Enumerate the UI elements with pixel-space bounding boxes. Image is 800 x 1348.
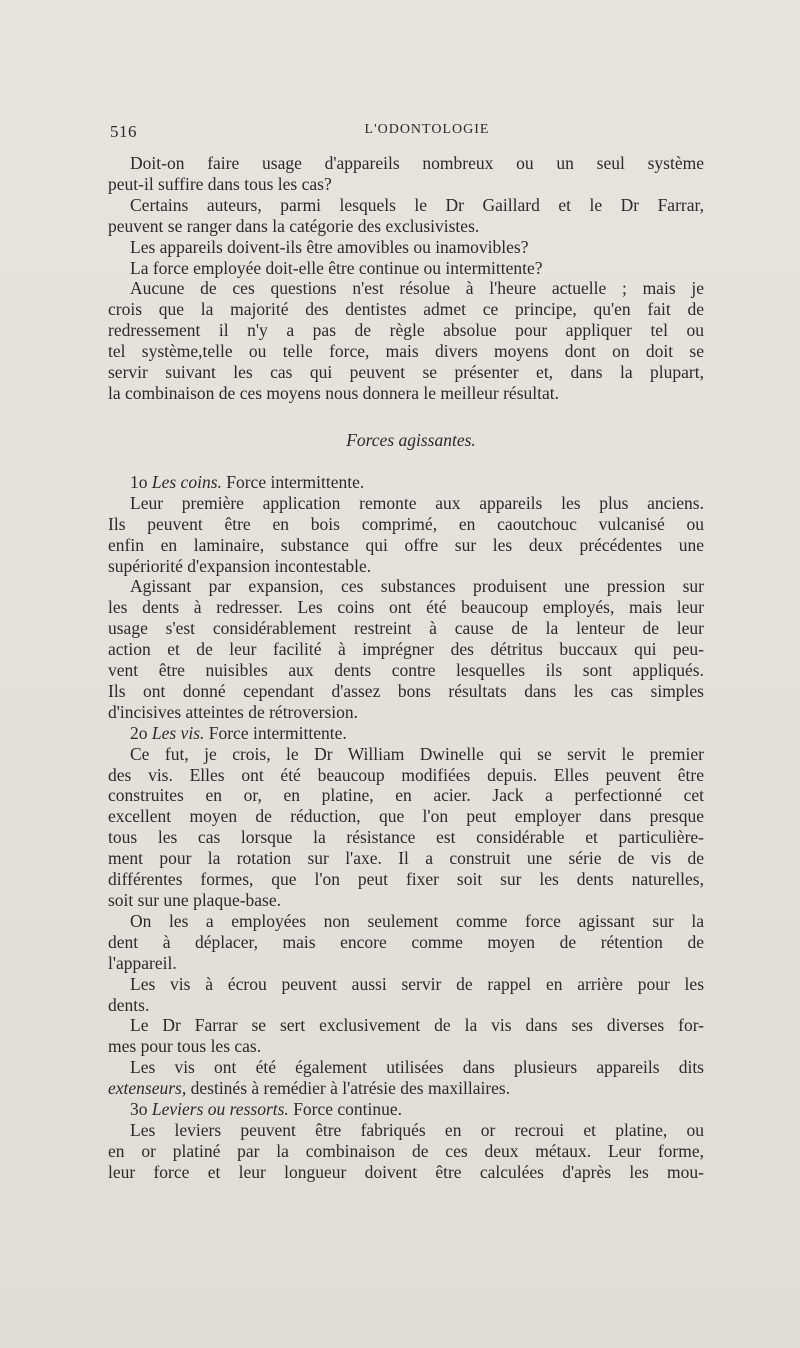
text-line: servir suivant les cas qui peuvent se présenter et, dans la plupart, — [108, 362, 704, 383]
text-line — [108, 1078, 704, 1099]
text-line: la combinaison de ces moyens nous donnera le meilleur résultat. — [108, 382, 559, 403]
text-line: ment pour la rotation sur l'axe. Il a construit une série de vis de — [108, 848, 704, 869]
text-line: l'appareil. — [108, 952, 177, 973]
text-line: mes pour tous les cas. — [108, 1036, 262, 1057]
subsection-line — [108, 472, 704, 493]
text-line: d'incisives atteintes de rétroversion. — [108, 701, 359, 722]
text-line: Les vis à écrou peuvent aussi servir de rappel en arrière pour les — [130, 973, 704, 994]
section-heading: Forces agissantes. — [346, 429, 476, 450]
text-line: dent à déplacer, mais encore comme moyen de rétention de — [108, 931, 704, 952]
text-line: Les leviers peuvent être fabriqués en or recroui et platine, ou — [130, 1119, 704, 1140]
subsection-number: 2o — [130, 722, 148, 743]
text-line: On les a employées non seulement comme force agissant sur la — [130, 910, 704, 931]
subsection-title: Leviers ou ressorts. — [151, 1099, 289, 1120]
subsection-line — [108, 723, 704, 744]
text-line: les dents à redresser. Les coins ont été beaucoup employés, mais leur — [108, 597, 704, 618]
text-line: Ils ont donné cependant d'assez bons résultats dans les cas simples — [108, 680, 704, 701]
text-line: dents. — [108, 994, 150, 1015]
text-line: différentes formes, que l'on peut fixer soit sur les dents naturelles, — [108, 869, 704, 890]
text-span: destinés à remédier à l'atrésie des maxillaires. — [190, 1078, 511, 1099]
text-line: des vis. Elles ont été beaucoup modifiées depuis. Elles peuvent être — [108, 764, 704, 785]
text-line: Ce fut, je crois, le Dr William Dwinelle qui se servit le premier — [130, 743, 704, 764]
running-title: L'ODONTOLOGIE — [364, 122, 490, 137]
subsection-title: Les vis. — [151, 722, 205, 743]
text-line: tel système,telle ou telle force, mais divers moyens dont on doit se — [108, 341, 704, 362]
text-line: construites en or, en platine, en acier. Jack a perfectionné cet — [108, 785, 704, 806]
subsection-description: Force intermittente. — [226, 471, 365, 492]
page-number: 516 — [110, 122, 137, 141]
text-line: redressement il n'y a pas de règle absolue pour appliquer tel ou — [108, 320, 704, 341]
subsection-title: Les coins. — [151, 471, 222, 492]
subsection-line — [108, 1099, 704, 1120]
text-line: Certains auteurs, parmi lesquels le Dr Gaillard et le Dr Farrar, — [130, 194, 704, 215]
text-line: action et de leur facilité à imprégner des détritus buccaux qui peu- — [108, 639, 704, 660]
text-line: en or platiné par la combinaison de ces deux métaux. Leur forme, — [108, 1140, 704, 1161]
text-line: Leur première application remonte aux appareils les plus anciens. — [130, 492, 704, 513]
page-header — [110, 122, 704, 146]
text-line: vent être nuisibles aux dents contre lesquelles ils sont appliqués. — [108, 660, 704, 681]
text-line: excellent moyen de réduction, que l'on peut employer dans presque — [108, 806, 704, 827]
text-line: crois que la majorité des dentistes admet ce principe, qu'en fait de — [108, 299, 704, 320]
text-line: enfin en laminaire, substance qui offre sur les deux précédentes une — [108, 534, 704, 555]
text-line: Les appareils doivent-ils être amovibles ou inamovibles? — [130, 236, 529, 257]
subsection-number: 1o — [130, 471, 148, 492]
subsection-description: Force continue. — [293, 1099, 403, 1120]
text-line: peut-il suffire dans tous les cas? — [108, 173, 332, 194]
italic-term: extenseurs, — [108, 1078, 187, 1099]
text-line: peuvent se ranger dans la catégorie des exclusivistes. — [108, 215, 480, 236]
body-text — [108, 153, 704, 1183]
text-line: leur force et leur longueur doivent être calculées d'après les mou- — [108, 1161, 704, 1182]
text-line: La force employée doit-elle être continue ou intermittente? — [130, 257, 543, 278]
text-line: Ils peuvent être en bois comprimé, en caoutchouc vulcanisé ou — [108, 513, 704, 534]
text-line: Les vis ont été également utilisées dans plusieurs appareils dits — [130, 1057, 704, 1078]
text-line: usage s'est considérablement restreint à cause de la lenteur de leur — [108, 618, 704, 639]
subsection-number: 3o — [130, 1099, 148, 1120]
text-line: Aucune de ces questions n'est résolue à l'heure actuelle ; mais je — [130, 278, 704, 299]
text-line: supériorité d'expansion incontestable. — [108, 555, 372, 576]
text-line: tous les cas lorsque la résistance est considérable et particulière- — [108, 827, 704, 848]
subsection-description: Force intermittente. — [208, 722, 347, 743]
text-line: Le Dr Farrar se sert exclusivement de la vis dans ses diverses for- — [130, 1015, 704, 1036]
text-line: soit sur une plaque-base. — [108, 890, 282, 910]
text-line: Doit-on faire usage d'appareils nombreux ou un seul système — [130, 153, 704, 173]
text-line: Agissant par expansion, ces substances produisent une pression sur — [130, 576, 704, 597]
